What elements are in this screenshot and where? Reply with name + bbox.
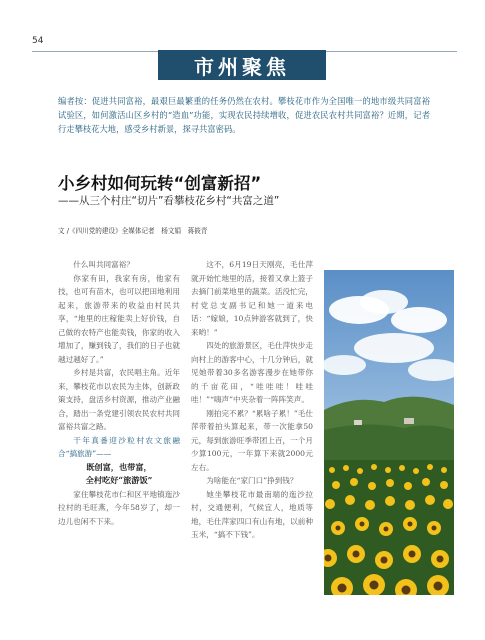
sunflower-field-photo	[324, 270, 454, 595]
article-column-2	[191, 258, 313, 542]
paragraph: 你家有田，我家有房，他家有技，也可有苗木，也可以把田地利用起来，旅游带来的收益由村民共享，“地里的庄稼能卖上好价钱，自己做的农特产也能卖钱，你家的收入增加了，赚到钱了，我们的日子也就越过越好了。”	[58, 273, 180, 364]
article-column-1	[58, 258, 180, 528]
paragraph: 家住攀枝花市仁和区平地镇迤沙拉村的毛旺燕，今年58岁了，却一边儿也闲不下来。	[58, 489, 180, 526]
section-banner	[158, 50, 326, 80]
byline: 文 /《四川党的建设》全媒体记者 杨文娟 蒋筱青	[58, 227, 208, 235]
paragraph: 刚拍完不累？“累啥子累！”毛仕萍带着拍头算起来，带一次能拿50元，每到旅游旺季带团上百，一个月少算100元，一年算下来就2000元左右。	[191, 408, 313, 472]
paragraph: 为啥能在“家门口”挣到钱？	[206, 476, 298, 485]
section-subheading: 既创富，也带富，	[86, 461, 152, 472]
paragraph: 这不，6月19日天刚亮，毛仕萍就开始忙地里的活，接着又拿上篮子去摘门前菜地里的蔬菜。活没忙完，村党总支副书记和她一道来电话：“嫁娘，10点钟游客就到了，快来哟！”	[191, 260, 313, 337]
section-subheading: 全村吃好“旅游饭”	[85, 475, 153, 485]
paragraph: 她坐攀枝花市最南端的迤沙拉村，交通便利，气候宜人，地质等地，毛仕萍家四口有山有地，以前种玉米，“搞不下钱”。	[191, 489, 313, 539]
paragraph: 四处的旅游景区，毛仕萍快步走向村上的游客中心，十几分钟后，就见她带着30多名游客漫步在她带你的千亩花田，“哇哇哇！哇哇哇！”“嗨声”中夹杂着一阵阵笑声。	[191, 341, 313, 404]
section-banner-text: 市州聚焦	[194, 54, 290, 79]
headline: 小乡村如何玩转“创富新招”	[58, 174, 262, 193]
paragraph: 干年真番迎沙粒村农文旅融合“搞旅游”——	[58, 435, 180, 458]
paragraph: 乡村是共富，农民唱主角。近年来，攀枝花市以农民为主体，创新政策支持，盘活乡村资源，推动产业融合，踏出一条党建引领农民农村共同富裕共富之路。	[58, 368, 180, 431]
paragraph: 什么叫共同富裕？	[73, 260, 134, 269]
subheadline: ——从三个村庄“切片”看攀枝花乡村“共富之道”	[58, 195, 280, 207]
page-number: 54	[32, 36, 44, 46]
editor-note: 编者按：促进共同富裕，最艰巨最繁重的任务仍然在农村。攀枝花市作为全国唯一的地市级共同富裕试验区，如何激活山区乡村的“造血”功能，实现农民持续增收，促进农民农村共同富裕？近期，记者行走攀枝花大地，感受乡村新景，探寻共富密码。	[58, 96, 430, 134]
